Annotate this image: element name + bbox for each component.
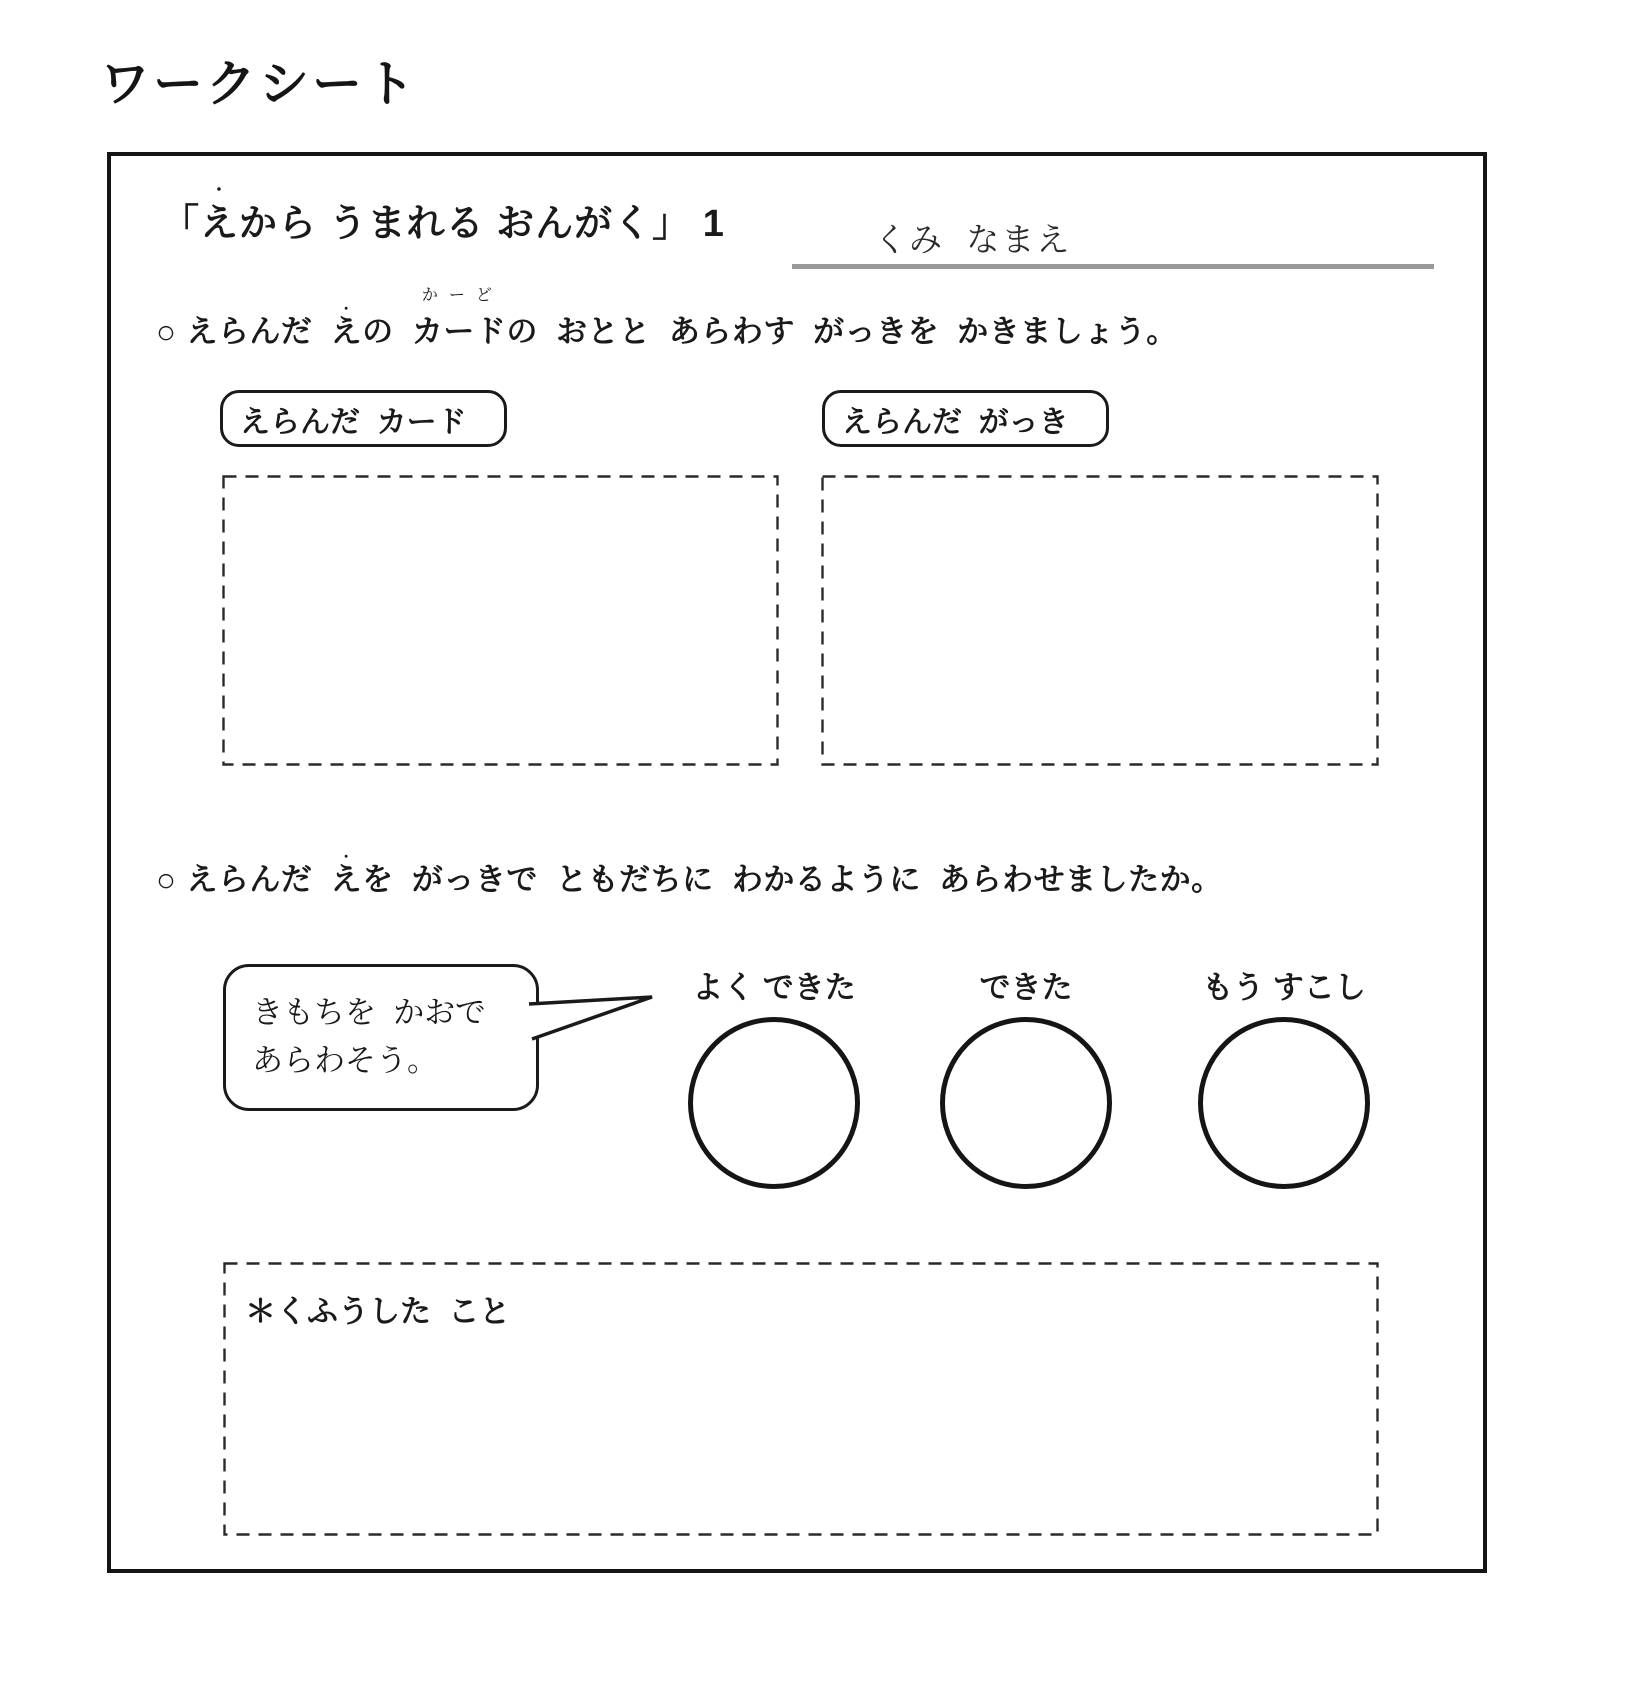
- selected-card-label: えらんだ カード: [220, 390, 507, 447]
- rating-label: よく できた: [692, 970, 856, 1005]
- worksheet-header-title: [161, 181, 725, 247]
- text-fragment: え: [200, 203, 240, 245]
- dashed-border: [821, 475, 1379, 766]
- text-fragment: の おとと あらわす がっきを かきましょう。: [506, 314, 1178, 349]
- hint-speech-bubble: [223, 964, 539, 1111]
- text-fragment: カード: [411, 314, 507, 349]
- card-answer-box[interactable]: [222, 475, 779, 766]
- emphasis-dot-icon: ・: [211, 181, 228, 199]
- notes-label: ＊くふうした こと: [245, 1294, 511, 1329]
- emphasis-dot-icon: ・: [339, 849, 354, 865]
- bubble-text-line2: あらわそう。: [252, 1043, 438, 1078]
- text-fragment: を がっきで ともだちに わかるように あらわせましたか。: [362, 862, 1223, 897]
- emphasized-char: [330, 301, 363, 354]
- text-fragment: え: [330, 862, 363, 897]
- text-fragment: え: [330, 314, 363, 349]
- bullet-circle-marker: ○: [156, 861, 177, 898]
- rating-label: できた: [979, 970, 1073, 1005]
- bubble-text-line1: きもちを かおで: [252, 995, 486, 1030]
- text-fragment: えらんだ: [186, 314, 331, 349]
- emphasis-dot-icon: ・: [339, 301, 354, 317]
- speech-bubble-tail-icon: [527, 995, 657, 1043]
- name-input-line[interactable]: [792, 264, 1434, 269]
- rating-circle[interactable]: [940, 1017, 1112, 1189]
- question-2-text: [156, 849, 1223, 902]
- page-title: ワークシート: [100, 56, 418, 112]
- selected-instrument-label: えらんだ がっき: [822, 390, 1109, 447]
- worksheet-frame: [107, 152, 1487, 1573]
- text-fragment: えらんだ: [186, 862, 331, 897]
- emphasized-char: [200, 181, 240, 247]
- rating-option-mou-sukoshi: [1158, 962, 1410, 1189]
- rating-option-yoku-dekita: [648, 962, 900, 1189]
- class-name-label: くみ なまえ: [874, 221, 1072, 258]
- furigana-word: [411, 287, 507, 354]
- text-fragment: 「: [161, 203, 201, 245]
- text-fragment: の: [362, 314, 412, 349]
- rating-label: もう すこし: [1202, 970, 1366, 1005]
- question-1-text: [156, 287, 1178, 354]
- rating-circle[interactable]: [1198, 1017, 1370, 1189]
- notes-answer-box[interactable]: [223, 1262, 1379, 1536]
- emphasized-char: [330, 849, 363, 902]
- bullet-circle-marker: ○: [156, 313, 177, 350]
- rating-option-dekita: [900, 962, 1152, 1189]
- text-fragment: から うまれる おんがく」 1: [239, 203, 725, 245]
- rating-circle[interactable]: [688, 1017, 860, 1189]
- instrument-answer-box[interactable]: [821, 475, 1379, 766]
- dashed-border: [222, 475, 779, 766]
- furigana-text: かーど: [421, 287, 503, 304]
